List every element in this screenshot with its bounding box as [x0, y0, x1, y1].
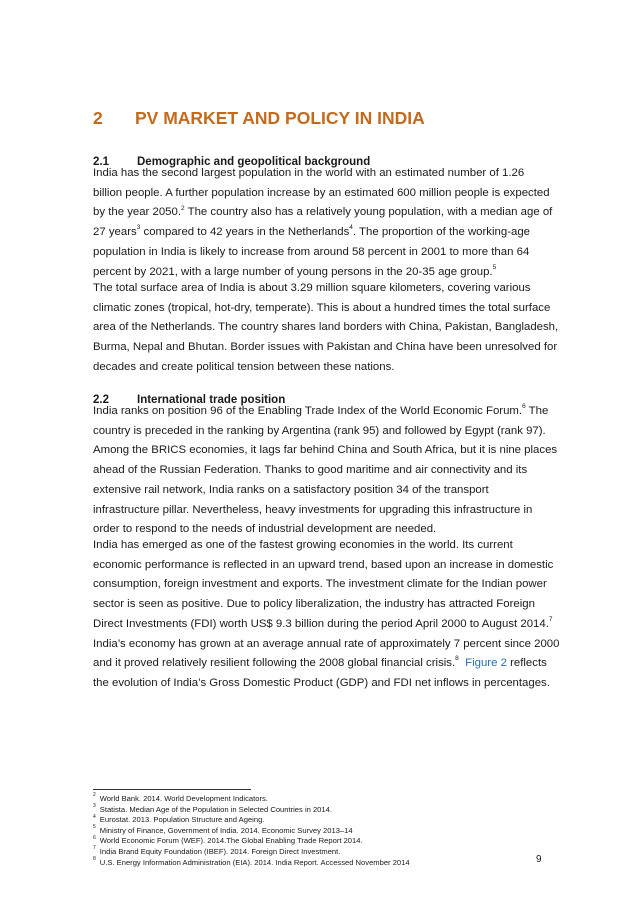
text-line: The total surface area of India is about 3.29 million square kilometers, covering various	[93, 282, 531, 294]
section-number: 2.2	[93, 394, 109, 406]
text-line: percent by 2021, with a large number of young persons in the 20-35 age group.$^5$	[93, 263, 497, 278]
text-line: ahead of the Russian Federation. Thanks to good maritime and air connectivity and its	[93, 464, 528, 477]
text-line: order to respond to the needs of industrial development are needed.	[93, 523, 437, 536]
text-line: India has the second largest population in the world with an estimated number of 1.26	[93, 167, 525, 179]
text-line: sector is seen as positive. Due to policy liberalization, the industry has attracted Foreign	[93, 598, 535, 611]
text-line: infrastructure pillar. Nevertheless, heavy investments for upgrading this infrastructure in	[93, 503, 533, 516]
footnote-ref: 5	[492, 263, 497, 271]
footnote-ref: 4	[349, 224, 353, 232]
footnote: $^8$ U.S. Energy Information Administration (EIA). 2014. India Report. Accessed November 2014	[93, 856, 410, 867]
text-line: Direct Investments (FDI) worth US$ 9.3 billion during the period April 2000 to August 2014.$^7$	[93, 616, 553, 630]
figure-2-link[interactable]: Figure 2	[465, 657, 507, 670]
text-line: 27 years$^3$ compared to 42 years in the Netherlands$^4$. The proportion of the working-age	[93, 224, 530, 239]
footnote-separator	[93, 789, 251, 790]
paragraph-geography	[93, 279, 559, 378]
text-line: India has emerged as one of the fastest growing economies in the world. Its current	[93, 539, 513, 551]
paragraph-economy	[93, 536, 560, 694]
text-line: climatic zones (tropical, hot-dry, temperate). This is about a hundred times the total surface	[93, 301, 551, 314]
footnote-ref: 8	[455, 655, 459, 663]
text-line: extensive rail network, India ranks on a satisfactory position 34 of the transport	[93, 483, 489, 496]
paragraph-trade-index	[93, 402, 558, 540]
page-number: 9	[536, 854, 542, 865]
footnote-ref: 6	[522, 403, 526, 411]
text-line: India ranks on position 96 of the Enabling Trade Index of the World Economic Forum.$^6$ The	[93, 403, 549, 417]
text-line: billion people. A further population increase by an estimated 600 million people is expected	[93, 186, 550, 199]
text-line: population in India is likely to increase from around 58 percent in 2001 to more than 64	[93, 245, 530, 258]
section-title: International trade position	[137, 394, 286, 406]
footnote: $^2$ World Bank. 2014. World Development Indicators.	[93, 792, 268, 803]
footnote-ref: 2	[181, 204, 185, 212]
footnote: $^3$ Statista. Median Age of the Population in Selected Countries in 2014.	[93, 803, 332, 814]
text-line: Among the BRICS economies, it lags far behind China and South Africa, but it is nine places	[93, 444, 558, 457]
footnote-ref: 3	[136, 224, 141, 232]
paragraph-population	[93, 164, 553, 282]
chapter-title: PV MARKET AND POLICY IN INDIA	[135, 108, 425, 128]
footnote: $^4$ Eurostat. 2013. Population Structure and Ageing.	[93, 813, 265, 825]
chapter-number: 2	[93, 108, 103, 128]
footnote: $^5$ Ministry of Finance, Government of India. 2014. Economic Survey 2013–14	[93, 824, 353, 835]
text-line: country is preceded in the ranking by Argentina (rank 95) and followed by Egypt (rank 97).	[93, 424, 546, 437]
footnote: $^7$ India Brand Equity Foundation (IBEF). 2014. Foreign Direct Investment.	[93, 845, 341, 856]
text-line: economic performance is reflected in an upward trend, based upon an increase in domestic	[93, 558, 554, 571]
footnote: $^6$ World Economic Forum (WEF). 2014.The Global Enabling Trade Report 2014.	[93, 834, 363, 846]
text-line: and it proved relatively resilient following the 2008 global financial crisis.$^8$ Figure 2 reflects	[93, 655, 547, 670]
chapter-heading	[93, 108, 425, 129]
text-line: Burma, Nepal and Bhutan. Border issues with Pakistan and China have been unresolved for	[93, 341, 558, 354]
footnote-ref: 7	[548, 616, 553, 624]
footnotes	[93, 794, 410, 868]
text-line: area of the Netherlands. The country shares land borders with China, Pakistan, Bangladesh,	[93, 321, 559, 334]
text-line: consumption, foreign investment and exports. The investment climate for the Indian power	[93, 578, 547, 591]
section-number: 2.1	[93, 156, 109, 168]
text-line: the evolution of India’s Gross Domestic Product (GDP) and FDI net inflows in percentages.	[93, 676, 550, 689]
text-line: by the year 2050.$^2$ The country also has a relatively young population, with a median age of	[93, 204, 553, 219]
section-title: Demographic and geopolitical background	[137, 156, 371, 168]
text-line: India’s economy has grown at an average annual rate of approximately 7 percent since 2000	[93, 637, 560, 650]
text-line: decades and create political tension between these nations.	[93, 360, 395, 373]
